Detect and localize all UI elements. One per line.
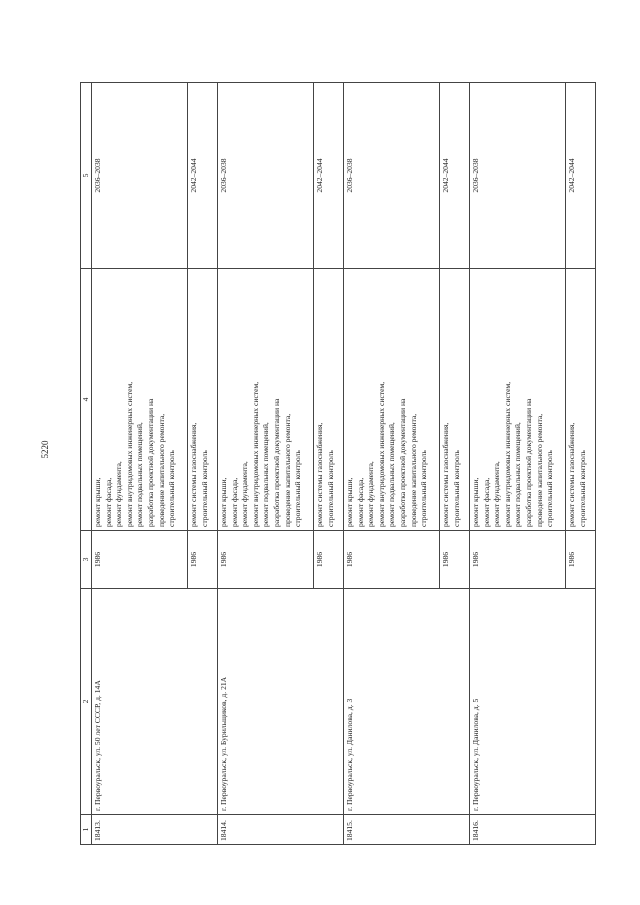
work-item: ремонт подвальных помещений, [261, 422, 271, 527]
column-numbers-row [81, 83, 92, 845]
works-cell [218, 269, 314, 531]
work-item: ремонт фасада, [355, 477, 365, 527]
work-item: разработка проектной документации на [523, 398, 533, 527]
period-cell: 2042–2044 [440, 83, 470, 269]
works-cell [344, 269, 440, 531]
period-cell: 2036–2038 [218, 83, 314, 269]
works-cell [314, 269, 344, 531]
work-item: ремонт системы газоснабжения, [189, 422, 198, 527]
work-item: ремонт внутридомовых инженерных систем, [124, 381, 134, 527]
column-number: 2 [81, 589, 92, 815]
work-item: ремонт подвальных помещений, [135, 422, 145, 527]
address-cell: г. Первоуральск, ул. Бурильщиков, д. 21А [218, 589, 344, 815]
address-cell: г. Первоуральск, ул. Данилова, д. 5 [470, 589, 596, 815]
year-cell: 1986 [218, 531, 314, 589]
work-item: ремонт крыши, [471, 477, 480, 527]
table-row [470, 83, 566, 845]
work-item: ремонт системы газоснабжения, [441, 422, 450, 527]
column-number: 4 [81, 269, 92, 531]
works-cell [470, 269, 566, 531]
column-number: 5 [81, 83, 92, 269]
work-item: ремонт фундамента, [366, 461, 376, 527]
work-item: строительный контроль [199, 450, 209, 527]
work-item: проведение капитального ремонта, [408, 413, 418, 527]
work-item: строительный контроль [325, 450, 335, 527]
page-number: 5220 [40, 440, 50, 459]
year-cell: 1986 [470, 531, 566, 589]
works-cell [188, 269, 218, 531]
work-item: строительный контроль [293, 450, 303, 527]
work-item: ремонт подвальных помещений, [387, 422, 397, 527]
work-item: ремонт фундамента, [492, 461, 502, 527]
works-cell [566, 269, 596, 531]
address-cell: г. Первоуральск, ул. Данилова, д. 3 [344, 589, 470, 815]
work-item: строительный контроль [451, 450, 461, 527]
table-row [344, 83, 440, 845]
period-cell: 2042–2044 [188, 83, 218, 269]
work-item: разработка проектной документации на [145, 398, 155, 527]
work-item: ремонт фундамента, [114, 461, 124, 527]
work-item: ремонт внутридомовых инженерных систем, [502, 381, 512, 527]
period-cell: 2036–2038 [344, 83, 440, 269]
row-number-cell: 18414. [218, 815, 344, 845]
year-cell: 1986 [566, 531, 596, 589]
work-item: ремонт подвальных помещений, [513, 422, 523, 527]
repair-schedule-table [80, 82, 596, 845]
year-cell: 1986 [344, 531, 440, 589]
work-item: ремонт крыши, [345, 477, 354, 527]
work-item: ремонт фасада, [103, 477, 113, 527]
work-item: ремонт крыши, [93, 477, 102, 527]
period-cell: 2042–2044 [566, 83, 596, 269]
work-item: ремонт фундамента, [240, 461, 250, 527]
year-cell: 1986 [92, 531, 188, 589]
row-number-cell: 18413. [92, 815, 218, 845]
period-cell: 2036–2038 [470, 83, 566, 269]
table-row [218, 83, 314, 845]
work-item: разработка проектной документации на [271, 398, 281, 527]
work-item: строительный контроль [419, 450, 429, 527]
year-cell: 1986 [440, 531, 470, 589]
work-item: ремонт внутридомовых инженерных систем, [250, 381, 260, 527]
column-number: 3 [81, 531, 92, 589]
table-row [92, 83, 188, 845]
work-item: строительный контроль [577, 450, 587, 527]
address-cell: г. Первоуральск, ул. 50 лет СССР, д. 14А [92, 589, 218, 815]
work-item: ремонт фасада, [229, 477, 239, 527]
period-cell: 2036–2038 [92, 83, 188, 269]
work-item: ремонт фасада, [481, 477, 491, 527]
work-item: строительный контроль [545, 450, 555, 527]
year-cell: 1986 [314, 531, 344, 589]
work-item: разработка проектной документации на [397, 398, 407, 527]
work-item: ремонт системы газоснабжения, [567, 422, 576, 527]
year-cell: 1986 [188, 531, 218, 589]
work-item: ремонт внутридомовых инженерных систем, [376, 381, 386, 527]
works-cell [92, 269, 188, 531]
works-cell [440, 269, 470, 531]
row-number-cell: 18416. [470, 815, 596, 845]
column-number: 1 [81, 815, 92, 845]
work-item: проведение капитального ремонта, [282, 413, 292, 527]
work-item: строительный контроль [167, 450, 177, 527]
table-body [92, 83, 596, 845]
work-item: проведение капитального ремонта, [534, 413, 544, 527]
period-cell: 2042–2044 [314, 83, 344, 269]
work-item: проведение капитального ремонта, [156, 413, 166, 527]
document-sheet [80, 83, 600, 845]
row-number-cell: 18415. [344, 815, 470, 845]
work-item: ремонт крыши, [219, 477, 228, 527]
work-item: ремонт системы газоснабжения, [315, 422, 324, 527]
